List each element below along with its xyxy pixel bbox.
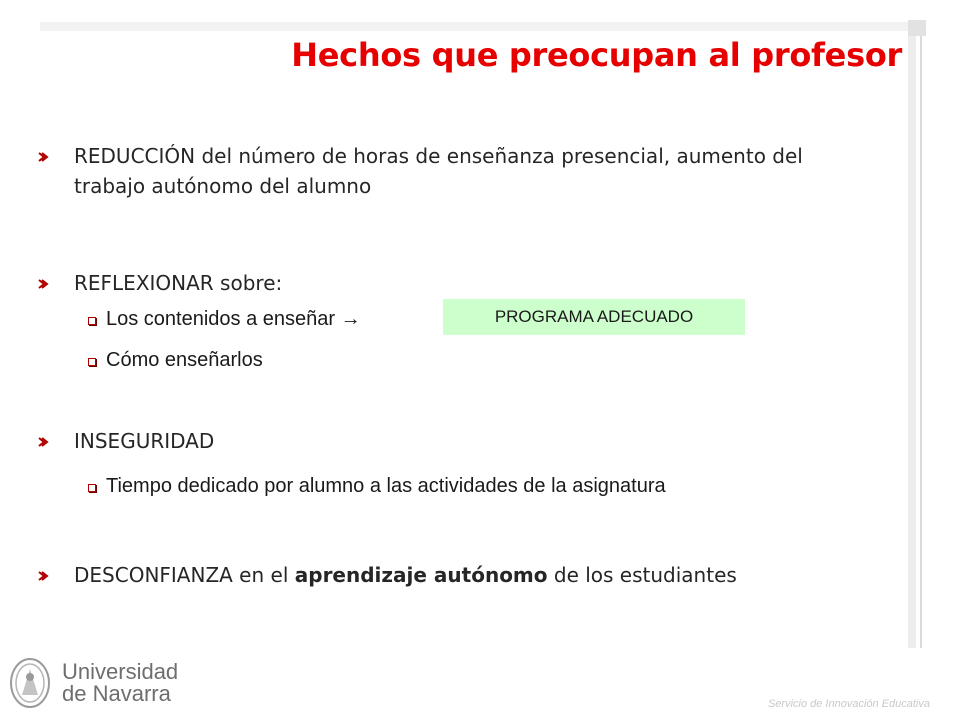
subbullet-text: Los contenidos a enseñar → <box>106 308 361 330</box>
bullet-text <box>74 560 856 590</box>
chevron-right-icon <box>36 569 50 583</box>
universidad-de-navarra-logo <box>10 655 185 713</box>
programa-adecuado-badge: PROGRAMA ADECUADO <box>443 299 745 335</box>
bullet-text: REFLEXIONAR sobre: <box>74 271 283 295</box>
bullet-text: REDUCCIÓN del número de horas de enseñanza presencial, aumento del trabajo autónomo del alumno <box>74 144 803 198</box>
footer-credit: Servicio de Innovación Educativa <box>767 698 930 710</box>
bullet-desconfianza <box>36 560 856 590</box>
chevron-right-icon <box>36 150 50 164</box>
side-rule <box>908 36 916 648</box>
subbullet-text: Tiempo dedicado por alumno a las actividades de la asignatura <box>106 475 666 497</box>
square-bullet-icon <box>88 358 96 366</box>
bullet-reflexionar <box>36 268 856 298</box>
chevron-right-icon <box>36 277 50 291</box>
logo-line-1: Universidad <box>62 659 179 684</box>
side-rule-line <box>920 36 922 648</box>
logo-line-2: de Navarra <box>62 681 171 706</box>
bullet-reduccion <box>36 141 856 201</box>
bullet-text-bold: aprendizaje autónomo <box>294 563 548 587</box>
subbullet-tiempo <box>88 472 888 500</box>
header-rule <box>40 22 920 31</box>
seal-icon <box>10 657 54 711</box>
square-bullet-icon <box>88 317 96 325</box>
bullet-text: INSEGURIDAD <box>74 429 215 453</box>
chevron-right-icon <box>36 435 50 449</box>
slide-title: Hechos que preocupan al profesor <box>291 36 902 74</box>
header-rule-corner <box>908 20 926 36</box>
bullet-inseguridad <box>36 426 856 456</box>
square-bullet-icon <box>88 484 96 492</box>
subbullet-text: Cómo enseñarlos <box>106 349 263 371</box>
bullet-text-prefix: DESCONFIANZA en el <box>74 563 295 587</box>
subbullet-como <box>88 346 888 374</box>
bullet-text-suffix: de los estudiantes <box>547 563 737 587</box>
logo-text <box>62 661 178 705</box>
